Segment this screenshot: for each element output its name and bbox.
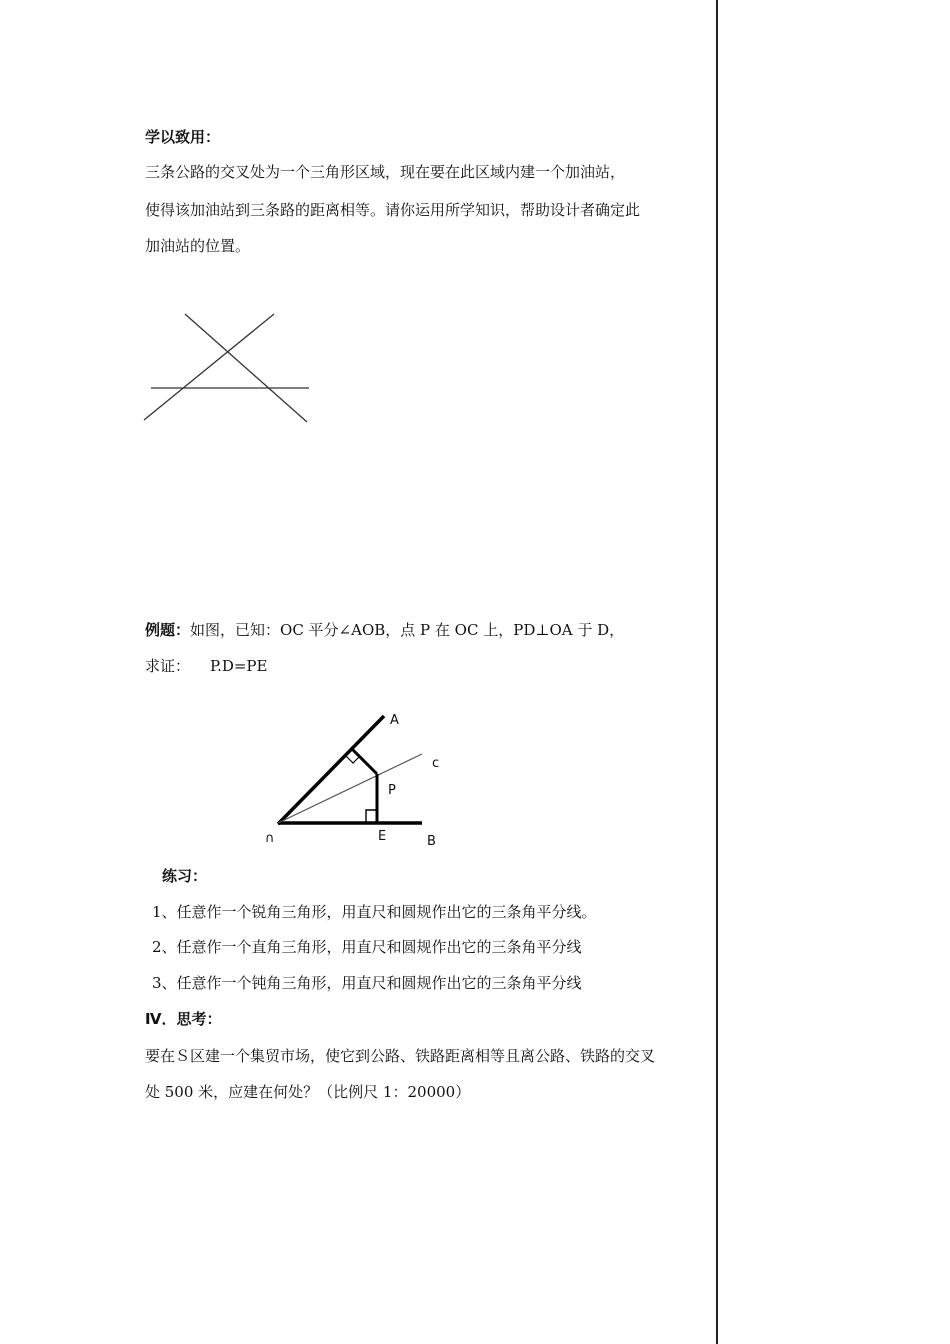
- ray-OC: [278, 754, 422, 823]
- page-right-border: [716, 0, 718, 1344]
- practice-item-1: 1、任意作一个锐角三角形，用直尺和圆规作出它的三条角平分线。: [152, 903, 597, 921]
- label-O: ∩: [265, 831, 275, 846]
- label-B: B: [427, 834, 436, 849]
- think-heading: Ⅳ．思考：: [145, 1010, 222, 1028]
- ray-OA: [278, 716, 384, 824]
- practice-item-2: 2、任意作一个直角三角形，用直尺和圆规作出它的三条角平分线: [152, 938, 582, 956]
- apply-heading: 学以致用：: [145, 128, 221, 146]
- right-angle-mark-E: [366, 810, 377, 822]
- example-label: 例题：: [145, 621, 191, 639]
- three-roads-figure: [140, 308, 320, 428]
- prove-label: 求证：: [145, 657, 191, 675]
- road-line-2: [144, 314, 274, 420]
- label-P: P: [388, 783, 396, 798]
- apply-line-2: 使得该加油站到三条路的距离相等。请你运用所学知识，帮助设计者确定此: [145, 201, 641, 219]
- label-C: c: [432, 756, 440, 771]
- practice-heading: 练习：: [162, 867, 208, 885]
- apply-line-1: 三条公路的交叉处为一个三角形区域，现在要在此区域内建一个加油站，: [145, 163, 626, 181]
- prove-text: P.D=PE: [210, 657, 268, 675]
- apply-line-3: 加油站的位置。: [145, 237, 251, 255]
- road-line-1: [185, 314, 307, 422]
- practice-item-3: 3、任意作一个钝角三角形，用直尺和圆规作出它的三条角平分线: [152, 974, 582, 992]
- think-line-1: 要在Ｓ区建一个集贸市场，使它到公路、铁路距离相等且离公路、铁路的交叉: [145, 1047, 656, 1065]
- example-text: 如图，已知：OC 平分∠AOB，点 P 在 OC 上，PD⊥OA 于 D，: [190, 621, 625, 639]
- angle-bisector-figure: [260, 710, 460, 850]
- think-line-2: 处 500 米，应建在何处？（比例尺 1：20000）: [145, 1083, 471, 1101]
- prove-line: [145, 656, 267, 676]
- example-line: [145, 620, 624, 640]
- label-A: A: [390, 713, 399, 728]
- label-E: E: [378, 829, 387, 844]
